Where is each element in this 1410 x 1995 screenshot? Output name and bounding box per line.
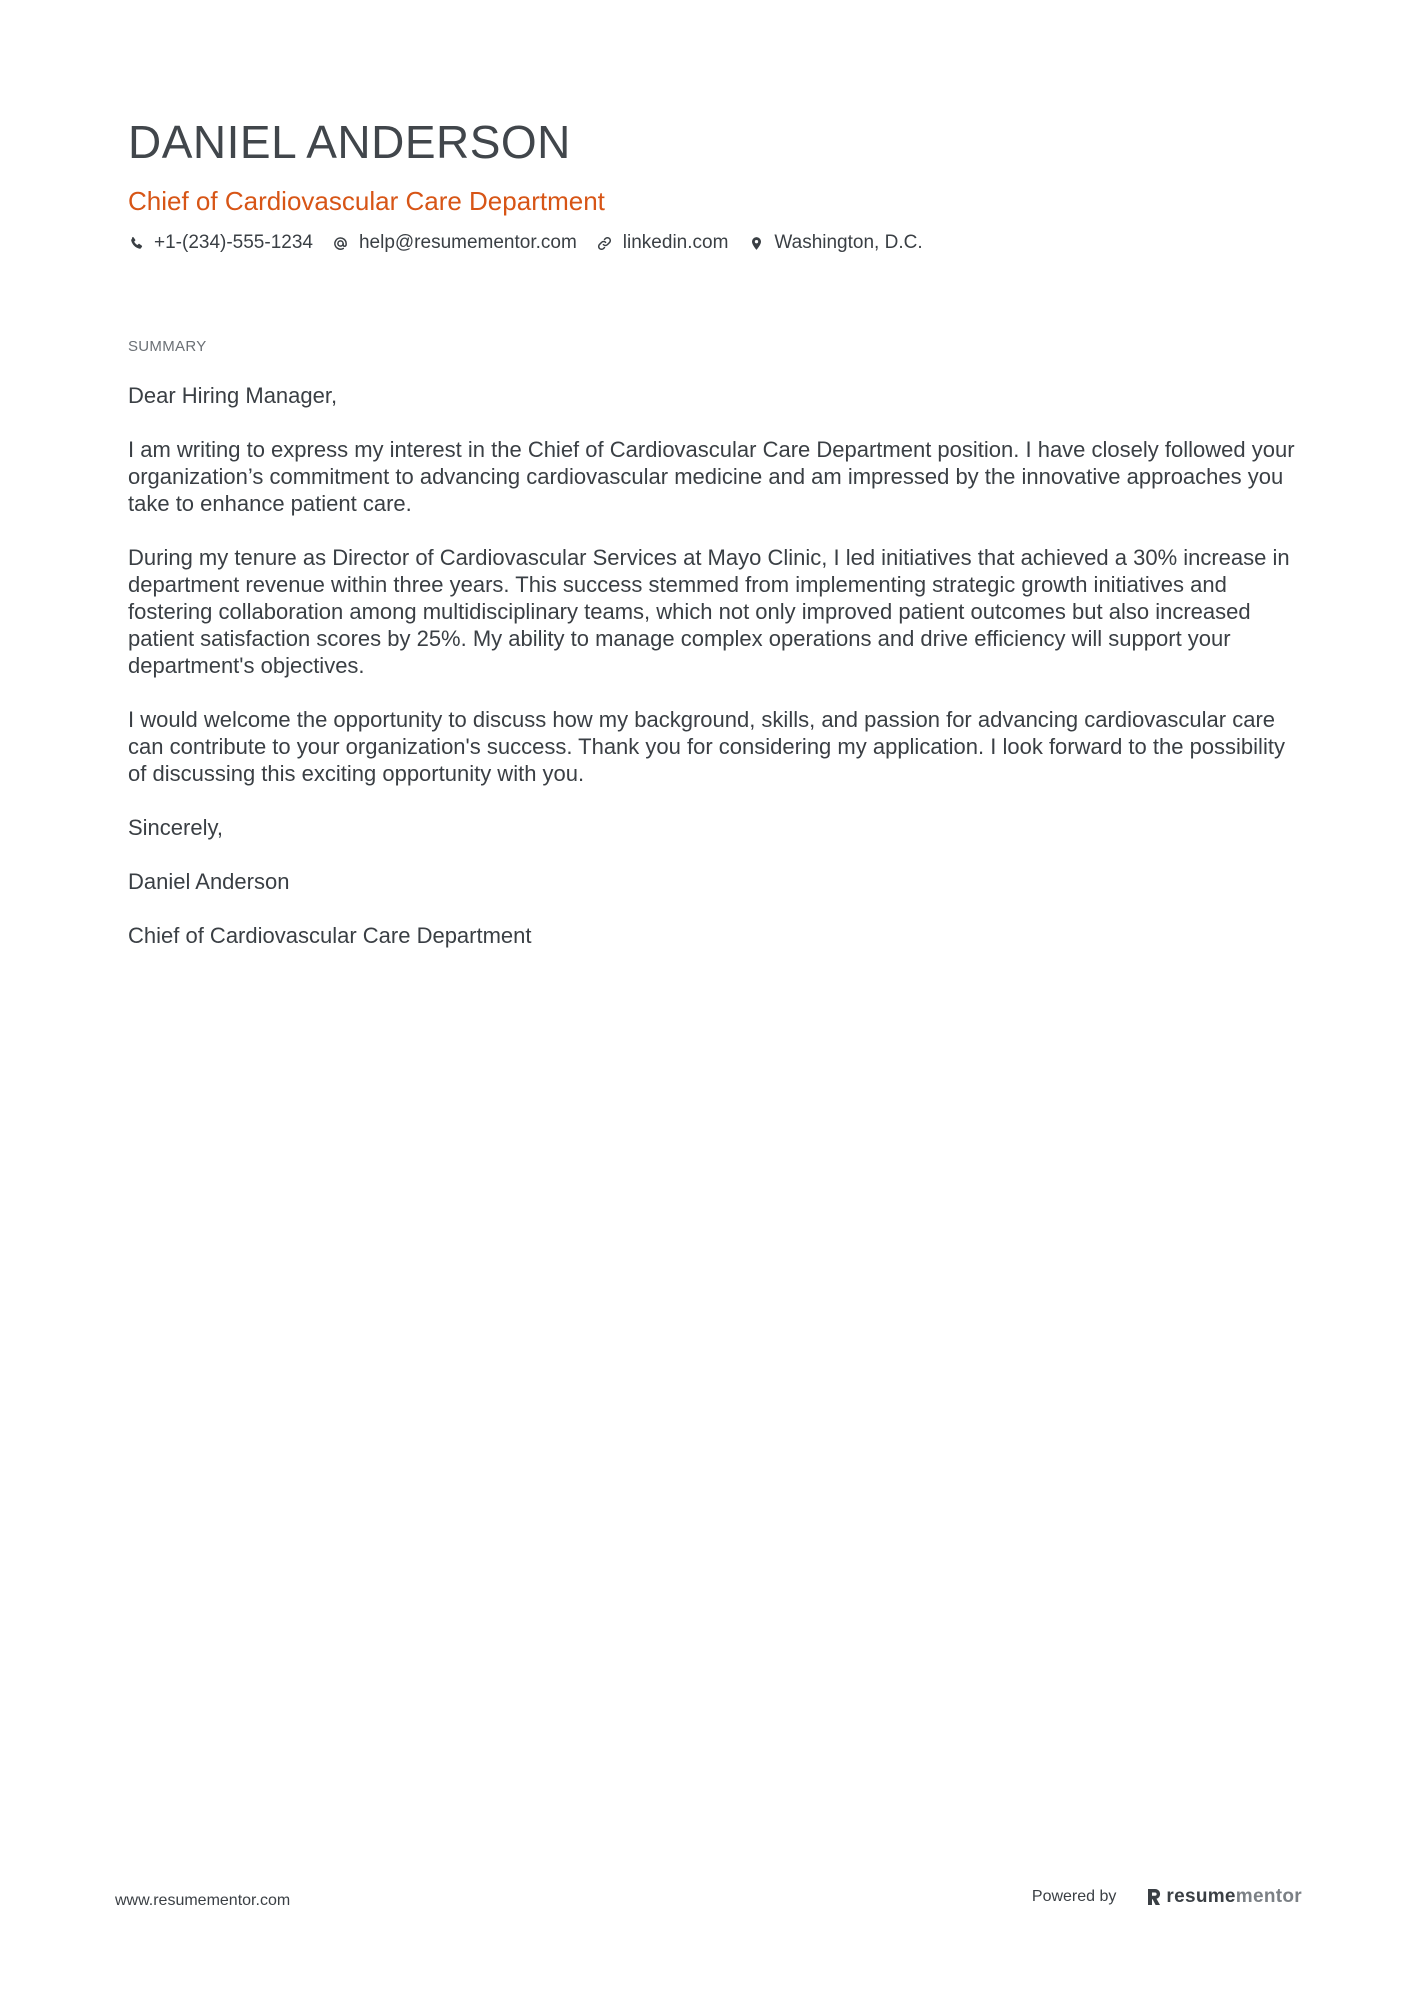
salutation: Dear Hiring Manager, [128, 383, 338, 408]
brand-mark-icon [1146, 1887, 1162, 1907]
contact-phone-text: +1-(234)-555-1234 [154, 232, 313, 253]
candidate-name: DANIEL ANDERSON [128, 116, 571, 168]
letter-paragraph-2: During my tenure as Director of Cardiovascular Services at Mayo Clinic, I led initiatives that achieved a 30% increase in department revenue within three years. This success stemmed from implementing strategic growth initiatives and fostering collaboration among multidisciplinary teams, which not only improved patient outcomes but also increased patient satisfaction scores by 25%. My ability to manage complex operations and drive efficiency will support your department's objectives. [128, 545, 1290, 678]
job-title: Chief of Cardiovascular Care Department [128, 186, 605, 216]
signature-name: Daniel Anderson [128, 869, 290, 894]
link-icon [597, 235, 613, 251]
contact-location-text: Washington, D.C. [774, 232, 923, 253]
section-label-summary: SUMMARY [128, 338, 207, 355]
contact-location [748, 230, 922, 256]
signature-title: Chief of Cardiovascular Care Department [128, 923, 532, 948]
letter-paragraph-3: I would welcome the opportunity to discuss how my background, skills, and passion for advancing cardiovascular care can contribute to your organization's success. Thank you for considering my application. I look forward to the possibility of discussing this exciting opportunity with you. [128, 707, 1285, 786]
footer-branding [1032, 1886, 1302, 1908]
footer-website[interactable]: www.resumementor.com [115, 1892, 291, 1909]
contact-linkedin-text[interactable]: linkedin.com [622, 232, 729, 253]
brand-text-resume: resume [1166, 1886, 1236, 1907]
header [128, 112, 1288, 256]
location-pin-icon [748, 235, 764, 251]
contact-phone [128, 230, 313, 256]
letter-paragraph-1: I am writing to express my interest in the Chief of Cardiovascular Care Department position. I have closely followed your organization’s commitment to advancing cardiovascular medicine and am impressed by the innovative approaches you take to enhance patient care. [128, 437, 1295, 516]
at-icon [333, 235, 349, 251]
powered-by-label: Powered by [1031, 1888, 1117, 1905]
contact-email-text[interactable]: help@resumementor.com [358, 232, 577, 253]
contact-bar [128, 230, 1288, 256]
letter-body [128, 382, 1298, 976]
closing: Sincerely, [128, 815, 223, 840]
phone-icon [128, 235, 144, 251]
brand-text-mentor: mentor [1235, 1886, 1302, 1907]
brand-logo[interactable] [1146, 1886, 1302, 1908]
contact-email[interactable] [333, 230, 577, 256]
contact-linkedin[interactable] [597, 230, 729, 256]
